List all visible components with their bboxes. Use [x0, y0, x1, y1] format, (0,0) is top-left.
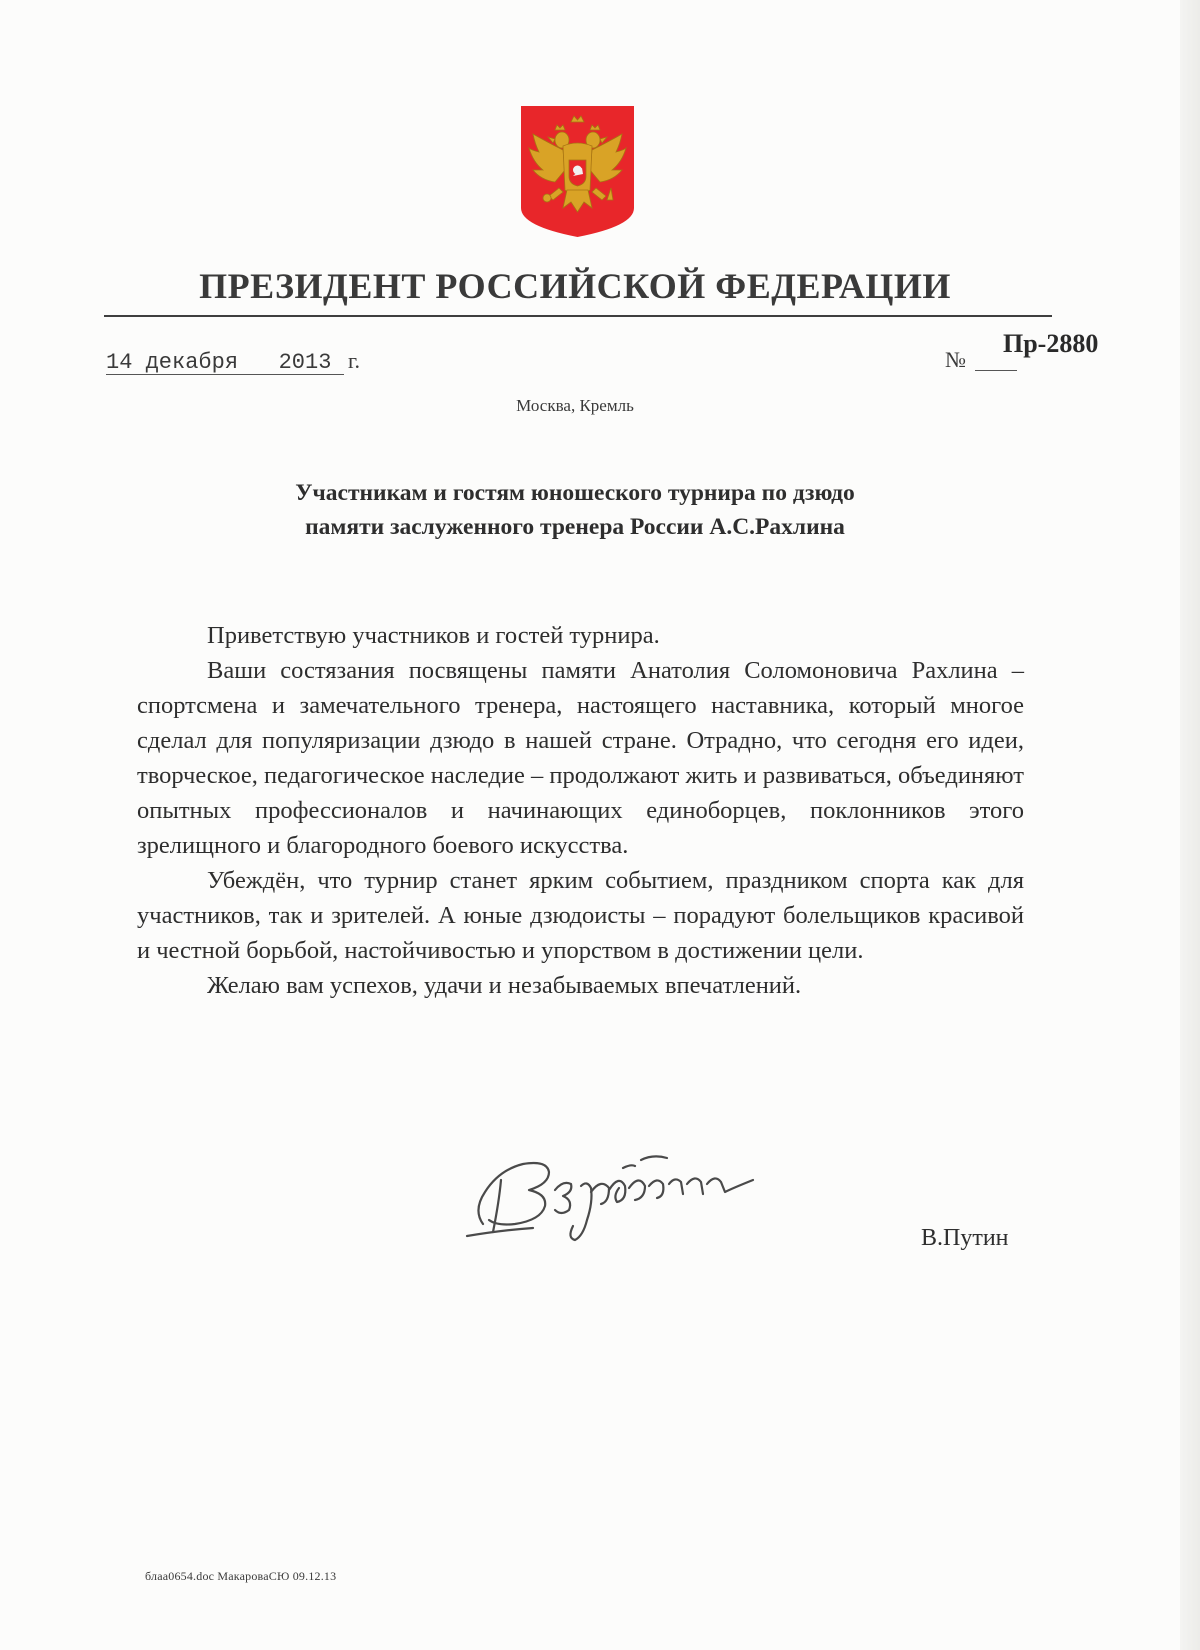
coat-of-arms-icon [519, 104, 636, 239]
place-of-issue: Москва, Кремль [516, 396, 634, 415]
letter-heading [0, 476, 1150, 544]
letterhead-title: ПРЕЗИДЕНТ РОССИЙСКОЙ ФЕДЕРАЦИИ [199, 266, 951, 306]
page-edge [1180, 0, 1200, 1650]
body-paragraph: Приветствую участников и гостей турнира. [207, 622, 660, 649]
body-paragraph: Убеждён, что турнир станет ярким событием, праздником спорта как для участников, так и зрителей. А юные дзюдоисты – порадуют болельщиков красивой и честной борьбой, настойчивостью и упорством в достижении цели. [137, 867, 1024, 964]
header-divider [104, 315, 1052, 317]
body-paragraph: Ваши состязания посвящены памяти Анатолия Соломоновича Рахлина – спортсмена и замечательного тренера, настоящего наставника, который многое сделал для популяризации дзюдо в нашей стране. Отрадно, что сегодня его идеи, творческое, педагогическое наследие – продолжают жить и развиваться, объединяют опытных профессионалов и начинающих единоборцев, поклонников этого зрелищного и благородного боевого искусства. [137, 657, 1024, 859]
handwritten-signature-icon [463, 1140, 793, 1250]
date-day-month: 14 декабря [106, 352, 266, 375]
number-value: Пр-2880 [1003, 329, 1099, 358]
number-underline [975, 370, 1017, 371]
date-year: 2013 [266, 352, 344, 375]
document-date [106, 348, 360, 375]
number-label: № [945, 347, 966, 372]
letter-body [137, 618, 1024, 1003]
heading-line: памяти заслуженного тренера России А.С.Рахлина [305, 514, 845, 540]
document-number [945, 325, 1145, 375]
signer-name: В.Путин [921, 1225, 1009, 1251]
footer-file-note: блаа0654.doc МакароваСЮ 09.12.13 [145, 1569, 337, 1583]
body-paragraph: Желаю вам успехов, удачи и незабываемых впечатлений. [207, 972, 802, 999]
heading-line: Участникам и гостям юношеского турнира по дзюдо [295, 480, 855, 506]
date-suffix: г. [348, 348, 361, 373]
